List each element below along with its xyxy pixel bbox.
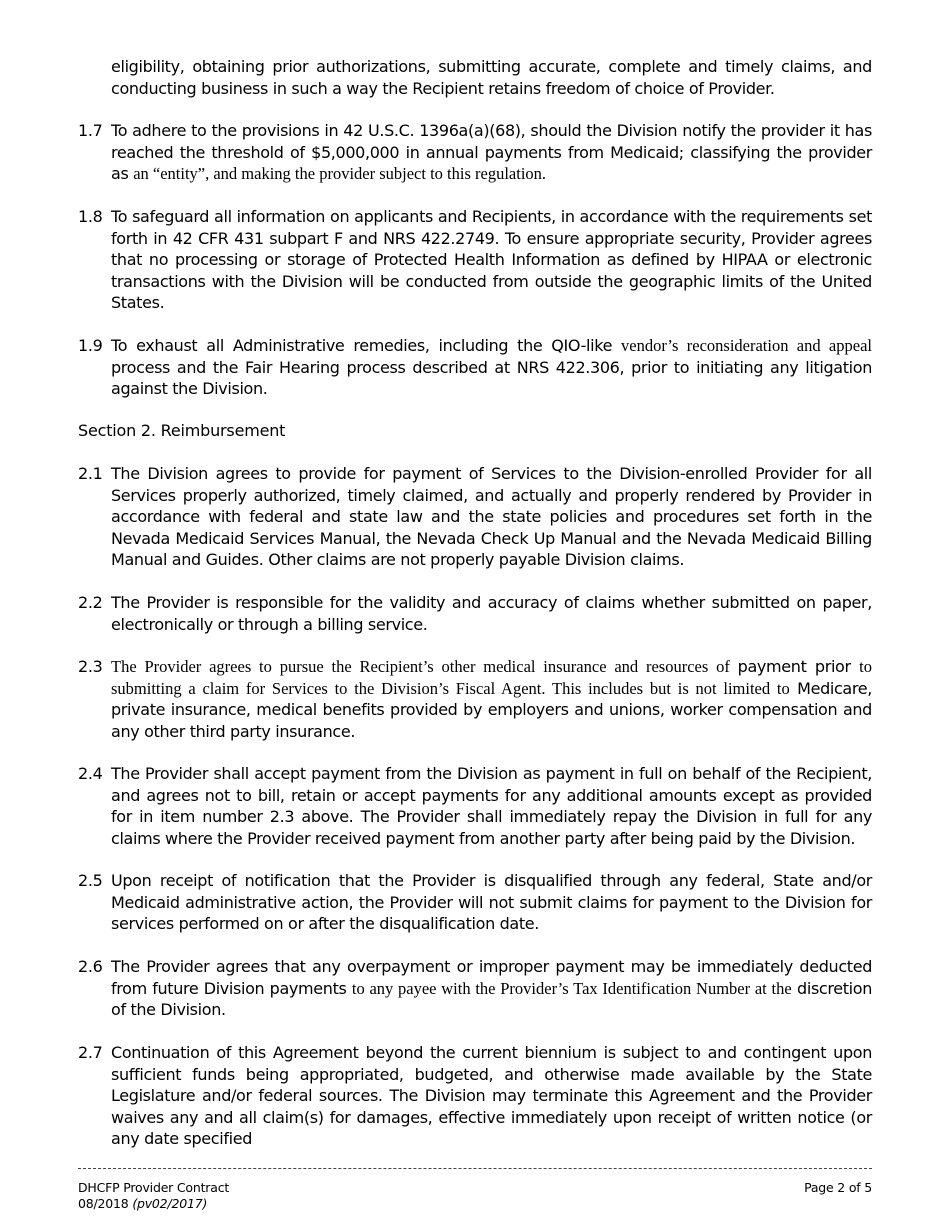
item-text: The Division agrees to provide for payment of Services to the Division-enrolled Provider for all Services properly authorized, timely claimed, and actually and properly rendered by Provider in accordance with federal and state law and the state policies and procedures set forth in the Nevada Medicaid Services Manual, the Nevada Check Up Manual and the Nevada Medicaid Billing Manual and Guides. Other claims are not properly payable Division claims. bbox=[111, 464, 872, 569]
item-text-serif: to submitting a claim for Services to the Division’s Fiscal Agent. This includes but is not limited to bbox=[111, 657, 873, 698]
item-number: 2.6 bbox=[78, 957, 103, 976]
item-text: discretion of the Division. bbox=[111, 978, 872, 1019]
item-number: 2.4 bbox=[78, 764, 103, 783]
item-text-serif: The Provider agrees to pursue the Recipient’s other medical insurance and resources of bbox=[111, 657, 738, 676]
item-number: 1.8 bbox=[78, 207, 103, 226]
item-number: 2.7 bbox=[78, 1043, 103, 1062]
item-text: The Provider shall accept payment from the Division as payment in full on behalf of the Recipient, and agrees not to bill, retain or accept payments for any additional amounts except as provided for in item number 2.3 above. The Provider shall immediately repay the Division in full for any claims where the Provider received payment from another party after being paid by the Division. bbox=[111, 764, 872, 848]
item-2-1 bbox=[78, 463, 872, 571]
item-number: 2.1 bbox=[78, 464, 103, 483]
item-1-9 bbox=[78, 335, 872, 400]
item-text: The Provider agrees that any overpayment or improper payment may be immediately deducted from future Division payments bbox=[111, 957, 872, 998]
item-text-serif: an “entity”, and making the provider subject to this regulation. bbox=[133, 164, 547, 183]
item-2-3 bbox=[78, 656, 872, 742]
footer-document-title: DHCFP Provider Contract bbox=[78, 1180, 230, 1195]
section-2-heading: Section 2. Reimbursement bbox=[78, 421, 286, 440]
continuation-text: eligibility, obtaining prior authorizations, submitting accurate, complete and timely claims, and conducting business in such a way the Recipient retains freedom of choice of Provider. bbox=[111, 57, 872, 98]
item-1-7 bbox=[78, 120, 872, 185]
item-text: process and the Fair Hearing process described at NRS 422.306, prior to initiating any litigation against the Division. bbox=[111, 357, 872, 398]
item-text: The Provider is responsible for the validity and accuracy of claims whether submitted on paper, electronically or through a billing service. bbox=[111, 593, 872, 634]
item-text: To exhaust all Administrative remedies, including the QIO-like bbox=[111, 336, 621, 355]
item-number: 2.2 bbox=[78, 593, 103, 612]
item-text: Upon receipt of notification that the Provider is disqualified through any federal, State and/or Medicaid administrative action, the Provider will not submit claims for payment to the Division for services performed on or after the disqualification date. bbox=[111, 871, 872, 933]
item-2-7 bbox=[78, 1042, 872, 1150]
item-2-4 bbox=[78, 763, 872, 849]
footer-version: 08/2018 (pv02/2017) bbox=[78, 1196, 208, 1211]
item-number: 2.3 bbox=[78, 657, 103, 676]
item-1-8 bbox=[78, 206, 872, 314]
footer-left bbox=[78, 1180, 229, 1212]
item-text: Medicare, private insurance, medical benefits provided by employers and unions, worker compensation and any other third party insurance. bbox=[111, 678, 872, 741]
item-2-5 bbox=[78, 870, 872, 935]
footer-divider bbox=[78, 1168, 872, 1169]
item-text: Continuation of this Agreement beyond the current biennium is subject to and contingent upon sufficient funds being appropriated, budgeted, and otherwise made available by the State Legislature and/or federal sources. The Division may terminate this Agreement and the Provider waives any and all claim(s) for damages, effective immediately upon receipt of written notice (or any date specified bbox=[111, 1043, 872, 1148]
item-text: payment prior bbox=[737, 657, 851, 676]
item-text: To safeguard all information on applicants and Recipients, in accordance with the requirements set forth in 42 CFR 431 subpart F and NRS 422.2749. To ensure appropriate security, Provider agrees that no processing or storage of Protected Health Information as defined by HIPAA or electronic transactions with the Division will be conducted from outside the geographic limits of the United States. bbox=[111, 207, 872, 312]
item-2-2 bbox=[78, 592, 872, 635]
item-number: 1.9 bbox=[78, 336, 103, 355]
item-text-serif: to any payee with the Provider’s Tax Identification Number at the bbox=[351, 978, 792, 998]
item-number: 1.7 bbox=[78, 121, 103, 140]
item-2-6 bbox=[78, 956, 872, 1021]
item-text: To adhere to the provisions in 42 U.S.C. 1396a(a)(68), should the Division notify the provider it has reached the threshold of $5,000,000 in annual payments from Medicaid; classifying the provider as bbox=[111, 121, 872, 183]
item-number: 2.5 bbox=[78, 871, 103, 890]
continuation-paragraph bbox=[78, 56, 872, 99]
footer-page-number: Page 2 of 5 bbox=[804, 1180, 872, 1195]
item-text-serif: vendor’s reconsideration and appeal bbox=[621, 336, 872, 355]
